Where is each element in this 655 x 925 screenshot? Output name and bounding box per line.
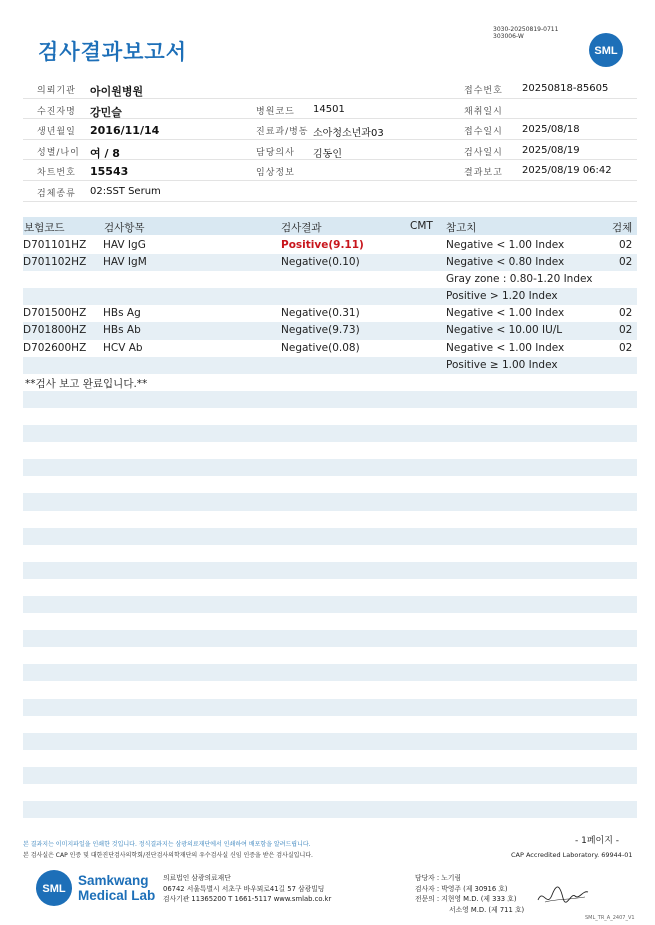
patient-value: 강민슬	[90, 105, 122, 119]
chart-value: 15543	[90, 165, 129, 179]
row-reference: Positive > 1.20 Index	[446, 290, 558, 303]
table-stripe	[23, 545, 637, 562]
table-stripe	[23, 681, 637, 698]
report-label: 결과보고	[464, 168, 503, 179]
table-stripe	[23, 511, 637, 528]
row-item: HBs Ab	[103, 324, 141, 337]
table-stripe	[23, 596, 637, 613]
header-specimen: 검체	[612, 222, 633, 234]
row-code: D701102HZ	[23, 256, 87, 269]
row-item: HAV IgM	[103, 256, 147, 269]
doctor-value: 김동인	[313, 148, 342, 160]
table-row	[0, 374, 655, 391]
row-result: Negative(0.08)	[281, 341, 360, 354]
table-stripe	[23, 579, 637, 596]
patient-info	[23, 78, 637, 202]
table-stripe	[23, 767, 637, 784]
row-reference: Negative < 0.80 Index	[446, 256, 565, 269]
header-code: 보험코드	[24, 222, 65, 234]
table-stripe	[23, 425, 637, 442]
brand-name: Samkwang Medical Lab	[78, 873, 156, 903]
svg-text:SML: SML	[42, 883, 66, 895]
form-code: SML_TR_A_2407_V1	[585, 915, 635, 921]
test-date-value: 2025/08/19	[522, 144, 580, 156]
lab-address: 의료법인 삼광의료재단 06742 서울특별시 서초구 바우뫼로41길 57 삼광빌딩 검사기관 11365200 T 1661-5117 www.smlab.co.kr	[163, 874, 332, 903]
header-reference: 참고치	[446, 222, 477, 234]
table-stripe	[23, 476, 637, 493]
row-reference: Negative < 1.00 Index	[446, 341, 565, 354]
doctor-label: 담당의사	[256, 147, 295, 158]
table-stripe	[23, 391, 637, 408]
document-code: 3030-20250819-0711 303006-W	[493, 26, 559, 40]
accreditation-notice: 본 검사실은 CAP 인증 및 대한진단검사의학회/진단검사의학재단의 우수검사실 신임 인증을 받은 검사실입니다.	[23, 852, 313, 859]
table-stripe	[23, 613, 637, 630]
table-row	[0, 322, 655, 339]
table-row	[0, 271, 655, 288]
row-specimen: 02	[619, 239, 633, 251]
requester-label: 의뢰기관	[37, 86, 76, 96]
sml-logo	[588, 32, 624, 68]
table-stripe	[23, 459, 637, 476]
table-stripe	[23, 442, 637, 459]
table-stripe	[23, 647, 637, 664]
row-item: HCV Ab	[103, 341, 143, 354]
receipt-date-label: 접수일시	[464, 127, 503, 138]
row-reference: Negative < 10.00 IU/L	[446, 324, 563, 337]
table-row	[0, 305, 655, 322]
svg-text:SML: SML	[594, 45, 618, 57]
row-result-positive: Positive(9.11)	[281, 239, 364, 251]
cap-accreditation: CAP Accredited Laboratory. 69944-01	[511, 851, 633, 859]
report-value: 2025/08/19 06:42	[522, 165, 612, 177]
hospital-code-value: 14501	[313, 103, 345, 115]
table-stripe	[23, 784, 637, 801]
row-result: Negative(9.73)	[281, 324, 360, 337]
table-stripe	[23, 801, 637, 818]
collect-label: 채취일시	[464, 106, 503, 117]
row-specimen: 02	[619, 307, 633, 320]
test-date-label: 검사일시	[464, 147, 503, 158]
table-stripe	[23, 408, 637, 425]
dept-value: 소아청소년과03	[313, 128, 384, 140]
table-stripe	[23, 493, 637, 510]
table-row	[0, 357, 655, 374]
table-stripe	[23, 750, 637, 767]
dob-label: 생년월일	[37, 127, 76, 138]
table-stripe	[23, 818, 637, 835]
receipt-no-label: 접수번호	[464, 86, 503, 96]
row-code: D701500HZ	[23, 307, 87, 320]
header-result: 검사결과	[281, 222, 322, 234]
table-row	[0, 288, 655, 305]
table-stripe	[23, 528, 637, 545]
table-row	[0, 340, 655, 357]
row-item: HAV IgG	[103, 239, 146, 251]
table-stripe	[23, 562, 637, 579]
table-row	[0, 237, 655, 254]
row-code: D701101HZ	[23, 239, 87, 251]
print-notice: 본 결과지는 이미지파일을 인쇄한 것입니다. 정식결과지는 삼광의료재단에서 인쇄하여 배포함을 알려드립니다.	[23, 841, 311, 848]
row-specimen: 02	[619, 324, 633, 337]
receipt-no-value: 20250818-85605	[522, 83, 609, 94]
row-item: HBs Ag	[103, 307, 141, 320]
row-reference: Negative < 1.00 Index	[446, 239, 565, 251]
row-reference: Positive ≥ 1.00 Index	[446, 358, 558, 371]
table-stripe	[23, 630, 637, 647]
row-code: D701800HZ	[23, 324, 87, 337]
report-complete-text: **검사 보고 완료입니다.**	[25, 377, 148, 390]
report-title: 검사결과보고서	[38, 40, 188, 64]
hospital-code-label: 병원코드	[256, 106, 295, 117]
row-code: D702600HZ	[23, 341, 87, 354]
row-reference: Negative < 1.00 Index	[446, 307, 565, 320]
table-stripe	[23, 716, 637, 733]
specimen-value: 02:SST Serum	[90, 185, 161, 197]
row-result: Negative(0.31)	[281, 307, 360, 320]
table-stripe	[23, 699, 637, 716]
requester-value: 아이원병원	[90, 85, 144, 98]
row-specimen: 02	[619, 256, 633, 269]
sexage-label: 성별/나이	[37, 147, 80, 158]
sexage-value: 여 / 8	[90, 146, 120, 160]
receipt-date-value: 2025/08/18	[522, 124, 580, 136]
specimen-label: 검체종류	[37, 188, 76, 199]
patient-label: 수진자명	[37, 106, 76, 117]
page-number: - 1페이지 -	[575, 836, 620, 846]
header-cmt: CMT	[410, 220, 433, 232]
row-specimen: 02	[619, 341, 633, 354]
table-stripe	[23, 664, 637, 681]
dept-label: 진료과/병동	[256, 127, 309, 138]
sml-footer-logo	[35, 869, 73, 907]
dob-value: 2016/11/14	[90, 124, 160, 138]
chart-label: 차트번호	[37, 168, 76, 179]
results-table-header	[23, 217, 637, 235]
table-row	[0, 254, 655, 271]
clinical-label: 임상정보	[256, 168, 295, 179]
row-reference: Gray zone : 0.80-1.20 Index	[446, 273, 593, 286]
signature	[535, 880, 590, 910]
results-table-body	[0, 237, 655, 391]
staff-list: 담당자 : 노기림 검사자 : 박영주 (제 30916 호) 전문의 : 지현영 M.D. (제 333 호) 서소영 M.D. (제 711 호)	[415, 874, 525, 914]
header-item: 검사항목	[104, 222, 145, 234]
table-stripe	[23, 733, 637, 750]
row-result: Negative(0.10)	[281, 256, 360, 269]
